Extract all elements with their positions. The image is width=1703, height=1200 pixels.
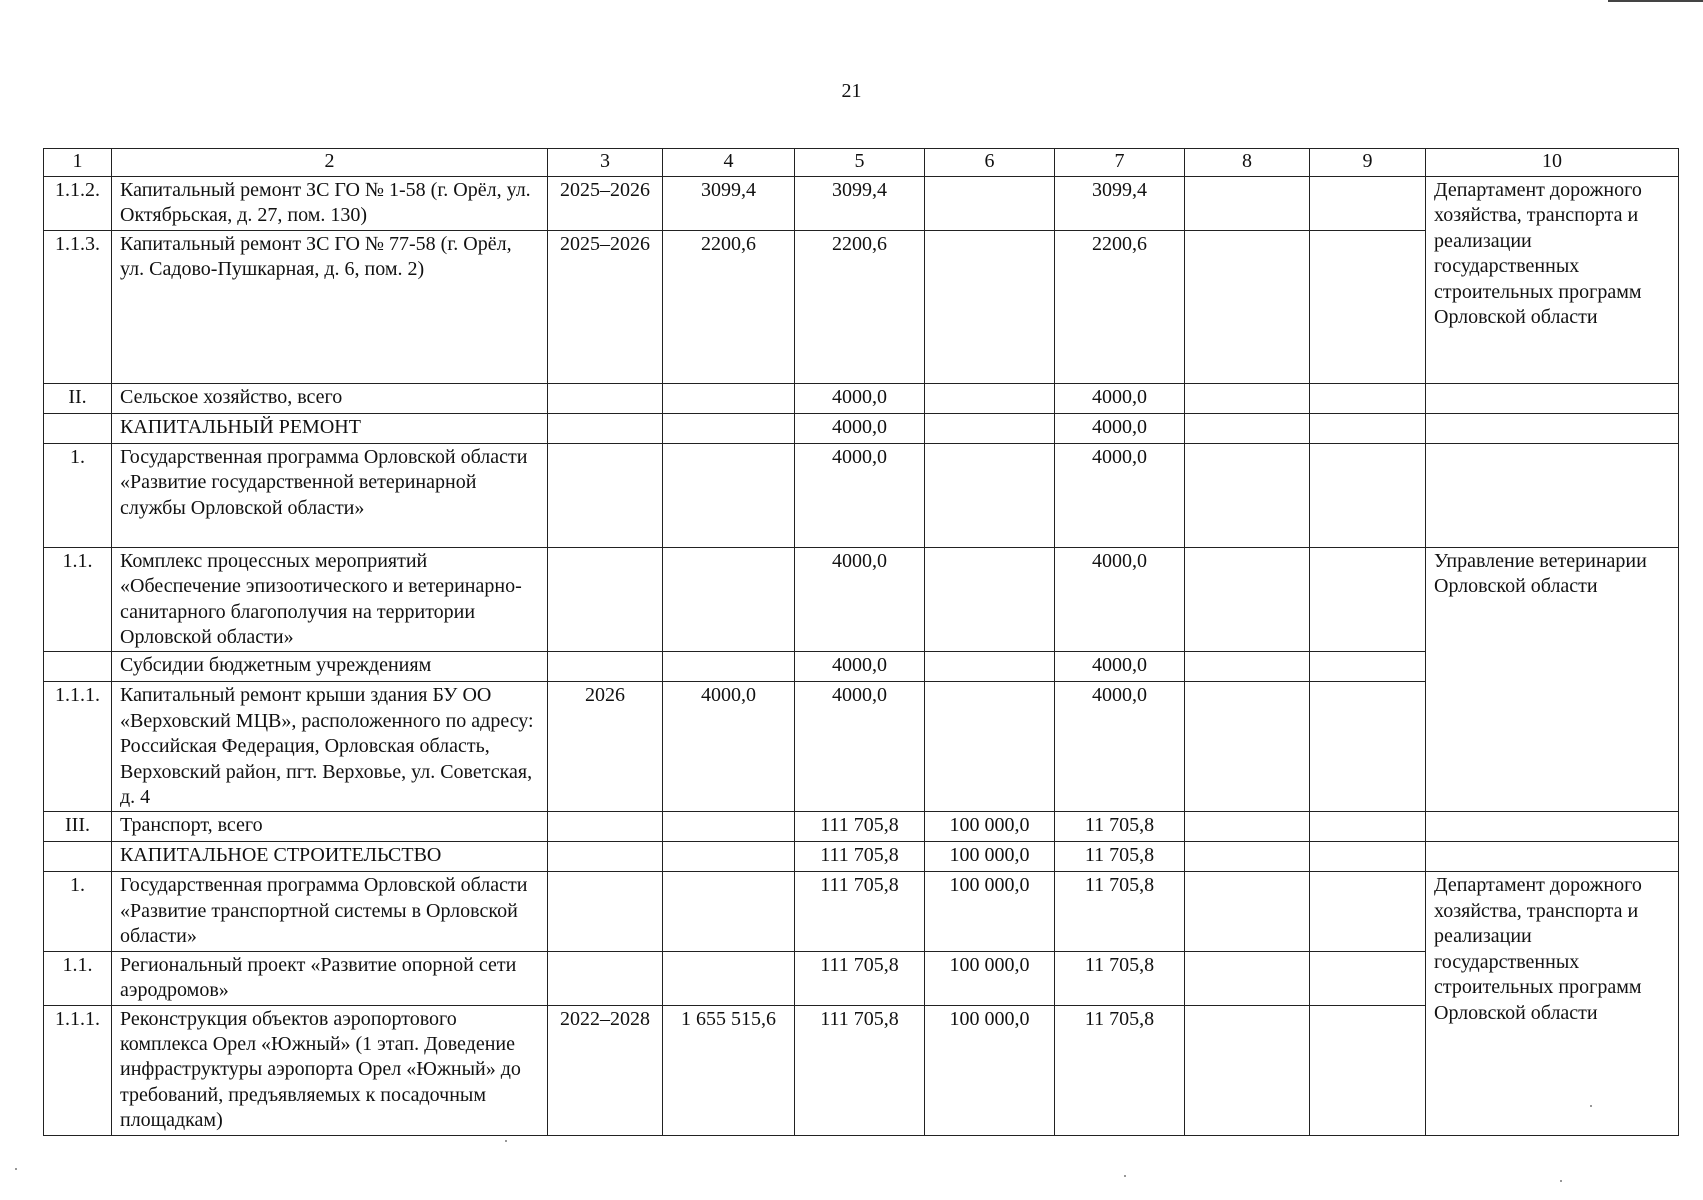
table-row: [44, 872, 1679, 951]
scan-speck: [1124, 1175, 1126, 1177]
value-cell: [925, 652, 1055, 682]
header-cell: 5: [795, 149, 925, 177]
item-name-cell: Капитальный ремонт ЗС ГО № 77-58 (г. Орёл, ул. Садово-Пушкарная, д. 6, пом. 2): [112, 230, 548, 383]
value-cell: [1185, 1005, 1310, 1135]
value-cell: 3099,4: [663, 177, 795, 231]
value-cell: [1310, 652, 1426, 682]
value-cell: [663, 951, 795, 1005]
top-edge-rule: [1608, 0, 1703, 2]
value-cell: [1310, 682, 1426, 812]
value-cell: 100 000,0: [925, 951, 1055, 1005]
value-cell: [1310, 872, 1426, 951]
header-cell: 7: [1055, 149, 1185, 177]
value-cell: [663, 383, 795, 413]
value-cell: 2200,6: [663, 230, 795, 383]
value-cell: 4000,0: [1055, 547, 1185, 652]
value-cell: [925, 413, 1055, 443]
item-name-cell: Сельское хозяйство, всего: [112, 383, 548, 413]
value-cell: 2200,6: [1055, 230, 1185, 383]
table-row: [44, 547, 1679, 652]
value-cell: 11 705,8: [1055, 951, 1185, 1005]
years-cell: 2025–2026: [548, 177, 663, 231]
value-cell: [663, 872, 795, 951]
section-heading-cell: КАПИТАЛЬНЫЙ РЕМОНТ: [112, 413, 548, 443]
header-cell: 1: [44, 149, 112, 177]
value-cell: [1185, 230, 1310, 383]
value-cell: 4000,0: [1055, 652, 1185, 682]
years-cell: [548, 413, 663, 443]
item-name-cell: Субсидии бюджетным учреждениям: [112, 652, 548, 682]
years-cell: [548, 383, 663, 413]
value-cell: 3099,4: [1055, 177, 1185, 231]
value-cell: [1185, 443, 1310, 547]
value-cell: 11 705,8: [1055, 842, 1185, 872]
value-cell: 1 655 515,6: [663, 1005, 795, 1135]
years-cell: 2025–2026: [548, 230, 663, 383]
row-number-cell: [44, 652, 112, 682]
table-row: [44, 812, 1679, 842]
header-cell: 8: [1185, 149, 1310, 177]
value-cell: 11 705,8: [1055, 872, 1185, 951]
value-cell: [1185, 177, 1310, 231]
item-name-cell: Государственная программа Орловской области «Развитие транспортной системы в Орловской области»: [112, 872, 548, 951]
row-number-cell: III.: [44, 812, 112, 842]
value-cell: 4000,0: [795, 443, 925, 547]
row-number-cell: 1.1.3.: [44, 230, 112, 383]
value-cell: 4000,0: [1055, 682, 1185, 812]
value-cell: 111 705,8: [795, 1005, 925, 1135]
value-cell: [1310, 413, 1426, 443]
value-cell: [1310, 547, 1426, 652]
value-cell: [925, 547, 1055, 652]
item-name-cell: Комплекс процессных мероприятий «Обеспечение эпизоотического и ветеринарно-санитарного благополучия на территории Орловской области»: [112, 547, 548, 652]
years-cell: 2026: [548, 682, 663, 812]
responsible-cell: Департамент дорожного хозяйства, транспорта и реализации государственных строительных программ Орловской области: [1426, 872, 1679, 1135]
responsible-cell: Департамент дорожного хозяйства, транспорта и реализации государственных строительных программ Орловской области: [1426, 177, 1679, 384]
value-cell: 4000,0: [1055, 413, 1185, 443]
header-cell: 4: [663, 149, 795, 177]
scan-speck: [1590, 1105, 1592, 1107]
row-number-cell: 1.1.2.: [44, 177, 112, 231]
years-cell: [548, 842, 663, 872]
value-cell: [925, 383, 1055, 413]
table-header-row: [44, 149, 1679, 177]
value-cell: [663, 443, 795, 547]
years-cell: [548, 547, 663, 652]
value-cell: 11 705,8: [1055, 812, 1185, 842]
header-cell: 10: [1426, 149, 1679, 177]
value-cell: 3099,4: [795, 177, 925, 231]
responsible-cell: [1426, 842, 1679, 872]
row-number-cell: II.: [44, 383, 112, 413]
item-name-cell: Реконструкция объектов аэропортового комплекса Орел «Южный» (1 этап. Доведение инфраструктуры аэропорта Орел «Южный» до требований, предъявляемых к посадочным площадкам): [112, 1005, 548, 1135]
value-cell: 4000,0: [1055, 383, 1185, 413]
value-cell: 4000,0: [795, 413, 925, 443]
value-cell: 111 705,8: [795, 842, 925, 872]
scan-speck: [505, 1140, 507, 1142]
value-cell: [1185, 842, 1310, 872]
header-cell: 9: [1310, 149, 1426, 177]
table-row: [44, 413, 1679, 443]
years-cell: 2022–2028: [548, 1005, 663, 1135]
value-cell: 4000,0: [663, 682, 795, 812]
header-cell: 3: [548, 149, 663, 177]
value-cell: [1310, 1005, 1426, 1135]
value-cell: 4000,0: [795, 547, 925, 652]
table-row: [44, 443, 1679, 547]
row-number-cell: 1.1.1.: [44, 1005, 112, 1135]
section-heading-cell: КАПИТАЛЬНОЕ СТРОИТЕЛЬСТВО: [112, 842, 548, 872]
responsible-cell: [1426, 413, 1679, 443]
value-cell: [663, 413, 795, 443]
responsible-cell: [1426, 383, 1679, 413]
value-cell: 111 705,8: [795, 872, 925, 951]
value-cell: [1310, 812, 1426, 842]
item-name-cell: Капитальный ремонт ЗС ГО № 1-58 (г. Орёл, ул. Октябрьская, д. 27, пом. 130): [112, 177, 548, 231]
value-cell: [663, 842, 795, 872]
value-cell: [1310, 443, 1426, 547]
value-cell: [663, 812, 795, 842]
value-cell: [1310, 951, 1426, 1005]
value-cell: 4000,0: [795, 682, 925, 812]
value-cell: [1185, 383, 1310, 413]
row-number-cell: [44, 413, 112, 443]
value-cell: 100 000,0: [925, 872, 1055, 951]
value-cell: 4000,0: [795, 652, 925, 682]
value-cell: [1185, 547, 1310, 652]
value-cell: [1185, 413, 1310, 443]
years-cell: [548, 652, 663, 682]
value-cell: [1185, 872, 1310, 951]
item-name-cell: Капитальный ремонт крыши здания БУ ОО «Верховский МЦВ», расположенного по адресу: Российская Федерация, Орловская область, Верховский район, пгт. Верховье, ул. Советская, д. 4: [112, 682, 548, 812]
value-cell: [1310, 383, 1426, 413]
value-cell: 100 000,0: [925, 1005, 1055, 1135]
responsible-cell: Управление ветеринарии Орловской области: [1426, 547, 1679, 812]
value-cell: [663, 652, 795, 682]
value-cell: 2200,6: [795, 230, 925, 383]
row-number-cell: 1.1.: [44, 951, 112, 1005]
row-number-cell: 1.: [44, 443, 112, 547]
value-cell: 4000,0: [795, 383, 925, 413]
responsible-cell: [1426, 812, 1679, 842]
row-number-cell: 1.1.: [44, 547, 112, 652]
investment-table: [43, 148, 1679, 1136]
value-cell: [1310, 230, 1426, 383]
value-cell: [1185, 682, 1310, 812]
item-name-cell: Государственная программа Орловской области «Развитие государственной ветеринарной службы Орловской области»: [112, 443, 548, 547]
value-cell: [925, 177, 1055, 231]
table-row: [44, 177, 1679, 231]
item-name-cell: Региональный проект «Развитие опорной сети аэродромов»: [112, 951, 548, 1005]
value-cell: [925, 682, 1055, 812]
value-cell: [1185, 652, 1310, 682]
years-cell: [548, 443, 663, 547]
value-cell: 111 705,8: [795, 951, 925, 1005]
value-cell: [663, 547, 795, 652]
value-cell: 4000,0: [1055, 443, 1185, 547]
value-cell: [925, 230, 1055, 383]
scan-speck: [15, 1168, 17, 1170]
header-cell: 2: [112, 149, 548, 177]
page-number: 21: [841, 80, 862, 102]
value-cell: [1185, 812, 1310, 842]
years-cell: [548, 872, 663, 951]
years-cell: [548, 951, 663, 1005]
value-cell: [925, 443, 1055, 547]
value-cell: 100 000,0: [925, 812, 1055, 842]
row-number-cell: [44, 842, 112, 872]
row-number-cell: 1.: [44, 872, 112, 951]
value-cell: [1310, 842, 1426, 872]
table-row: [44, 383, 1679, 413]
value-cell: [1185, 951, 1310, 1005]
responsible-cell: [1426, 443, 1679, 547]
value-cell: 111 705,8: [795, 812, 925, 842]
table-row: [44, 842, 1679, 872]
years-cell: [548, 812, 663, 842]
header-cell: 6: [925, 149, 1055, 177]
scan-speck: [1560, 1180, 1562, 1182]
value-cell: 11 705,8: [1055, 1005, 1185, 1135]
value-cell: 100 000,0: [925, 842, 1055, 872]
row-number-cell: 1.1.1.: [44, 682, 112, 812]
value-cell: [1310, 177, 1426, 231]
item-name-cell: Транспорт, всего: [112, 812, 548, 842]
